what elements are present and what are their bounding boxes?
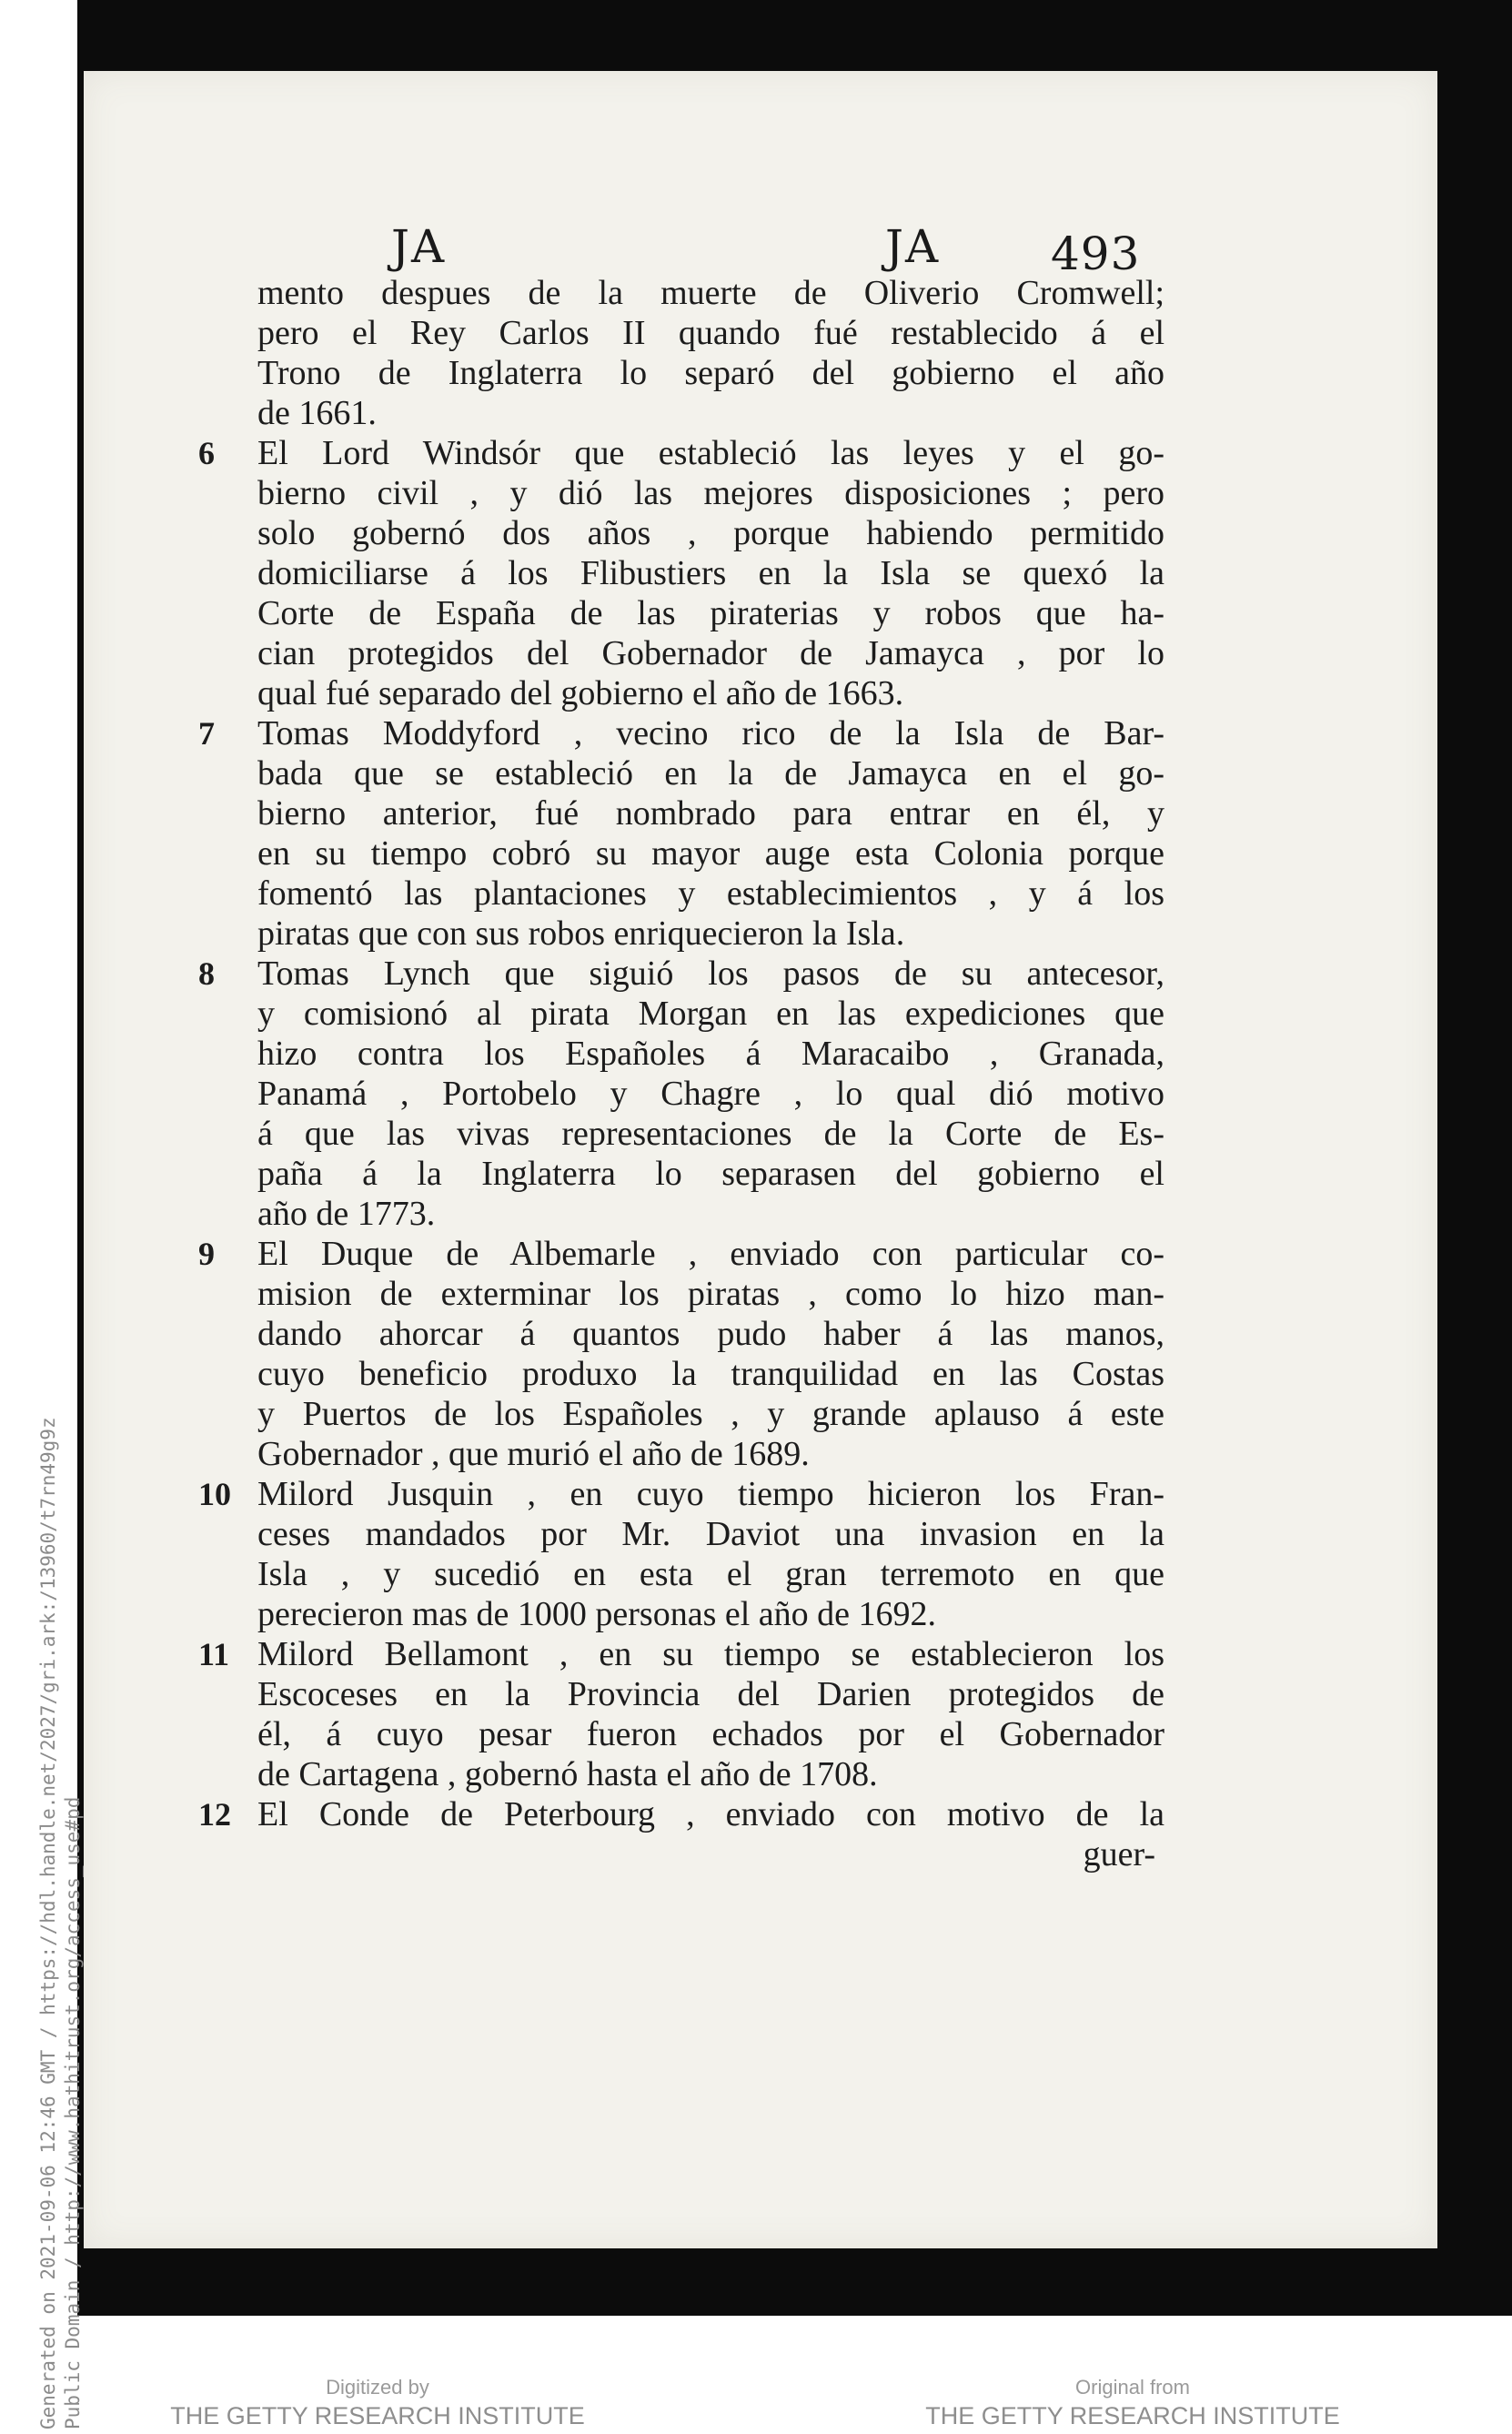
line-text: de Cartagena , gobernó hasta el año de 1708. <box>257 1755 878 1793</box>
line-text: paña á la Inglaterra lo separasen del gobierno el <box>257 1155 1164 1193</box>
text-line <box>182 673 1164 713</box>
running-head-right: JA <box>885 220 941 273</box>
line-text: y Puertos de los Españoles , y grande aplauso á este <box>257 1395 1164 1433</box>
text-line <box>182 1154 1164 1194</box>
line-text: Escoceses en la Provincia del Darien protegidos de <box>257 1675 1164 1713</box>
line-text: dando ahorcar á quantos pudo haber á las manos, <box>257 1315 1164 1353</box>
text-line <box>182 1634 1164 1674</box>
line-text: Panamá , Portobelo y Chagre , lo qual dió motivo <box>257 1075 1164 1113</box>
text-line <box>182 1354 1164 1394</box>
text-line <box>182 1514 1164 1554</box>
line-text: El Lord Windsór que estableció las leyes y el go- <box>257 434 1164 472</box>
line-text: Tomas Lynch que siguió los pasos de su antecesor, <box>257 954 1164 993</box>
original-from-credit <box>919 2375 1346 2431</box>
text-line <box>182 753 1164 793</box>
access-watermark <box>0 1210 84 2429</box>
line-text: Tomas Moddyford , vecino rico de la Isla de Bar- <box>257 714 1164 752</box>
text-line <box>182 874 1164 914</box>
line-text: él, á cuyo pesar fueron echados por el Gobernador <box>257 1715 1164 1753</box>
entry-number: 10 <box>198 1476 231 1512</box>
line-text: Milord Bellamont , en su tiempo se establecieron los <box>257 1635 1164 1673</box>
line-text: qual fué separado del gobierno el año de 1663. <box>257 674 904 712</box>
text-line <box>182 1074 1164 1114</box>
page-body-text <box>182 273 1164 1874</box>
text-line <box>182 353 1164 393</box>
text-line <box>182 1754 1164 1794</box>
text-line <box>182 1234 1164 1274</box>
line-text: solo gobernó dos años , porque habiendo permitido <box>257 514 1164 552</box>
text-line <box>182 313 1164 353</box>
line-text: domiciliarse á los Flibustiers en la Isla se quexó la <box>257 554 1164 592</box>
running-head-left: JA <box>391 220 447 273</box>
text-line <box>182 593 1164 633</box>
text-line <box>182 393 1164 433</box>
text-line <box>182 1554 1164 1594</box>
text-line <box>182 833 1164 874</box>
entry-number: 7 <box>198 715 215 752</box>
text-line <box>182 1714 1164 1754</box>
original-from-label: Original from <box>1075 2376 1190 2399</box>
text-line <box>182 433 1164 473</box>
line-text: bada que se estableció en la de Jamayca en el go- <box>257 754 1164 793</box>
text-line <box>182 1434 1164 1474</box>
line-text: cuyo beneficio produxo la tranquilidad en las Costas <box>257 1355 1164 1393</box>
text-line <box>182 513 1164 553</box>
text-line <box>182 914 1164 954</box>
catchword: guer- <box>1083 1835 1155 1873</box>
watermark-line-generated: Generated on 2021-09-06 12:46 GMT / https://hdl.handle.net/2027/gri.ark:/13960/t7rn49g9z <box>37 1417 59 2429</box>
text-line <box>182 713 1164 753</box>
line-text: piratas que con sus robos enriquecieron la Isla. <box>257 914 905 953</box>
line-text: de 1661. <box>257 394 377 432</box>
text-line <box>182 1274 1164 1314</box>
text-line <box>182 553 1164 593</box>
entry-number: 12 <box>198 1796 231 1833</box>
text-line <box>182 1674 1164 1714</box>
digitizer-name: THE GETTY RESEARCH INSTITUTE <box>170 2402 585 2429</box>
text-lines <box>182 273 1164 1834</box>
text-line <box>182 633 1164 673</box>
text-line <box>182 1034 1164 1074</box>
line-text: pero el Rey Carlos II quando fué restablecido á el <box>257 314 1164 352</box>
line-text: perecieron mas de 1000 personas el año de 1692. <box>257 1595 937 1633</box>
text-line <box>182 1794 1164 1834</box>
line-text: en su tiempo cobró su mayor auge esta Colonia porque <box>257 834 1164 873</box>
text-line <box>182 954 1164 994</box>
line-text: mento despues de la muerte de Oliverio Cromwell; <box>257 274 1164 312</box>
page-number: 493 <box>1051 227 1141 280</box>
text-line <box>182 473 1164 513</box>
line-text: ceses mandados por Mr. Daviot una invasion en la <box>257 1515 1164 1553</box>
line-text: Milord Jusquin , en cuyo tiempo hicieron los Fran- <box>257 1475 1164 1513</box>
line-text: cian protegidos del Gobernador de Jamayca , por lo <box>257 634 1164 672</box>
text-line <box>182 1394 1164 1434</box>
line-text: y comisionó al pirata Morgan en las expediciones que <box>257 995 1164 1033</box>
line-text: Corte de España de las piraterias y robos que ha- <box>257 594 1164 632</box>
line-text: El Duque de Albemarle , enviado con particular co- <box>257 1235 1164 1273</box>
entry-number: 9 <box>198 1236 215 1272</box>
watermark-line-rights: Public Domain / http://www.hathitrust.org/access_use#pd <box>62 1796 84 2429</box>
text-line <box>182 1594 1164 1634</box>
text-line <box>182 273 1164 313</box>
watermark-text <box>36 1417 86 2429</box>
entry-number: 6 <box>198 435 215 471</box>
text-line <box>182 1474 1164 1514</box>
digitized-by-label: Digitized by <box>326 2376 429 2399</box>
line-text: mision de exterminar los piratas , como lo hizo man- <box>257 1275 1164 1313</box>
line-text: Trono de Inglaterra lo separó del gobierno el año <box>257 354 1164 392</box>
line-text: El Conde de Peterbourg , enviado con motivo de la <box>257 1795 1164 1833</box>
line-text: Isla , y sucedió en esta el gran terremoto en que <box>257 1555 1164 1593</box>
digitized-by-credit <box>164 2375 591 2431</box>
line-text: hizo contra los Españoles á Maracaibo , Granada, <box>257 1035 1164 1073</box>
entry-number: 8 <box>198 955 215 992</box>
text-line <box>182 1314 1164 1354</box>
text-line <box>182 994 1164 1034</box>
text-line <box>182 1114 1164 1154</box>
entry-number: 11 <box>198 1636 230 1672</box>
line-text: bierno civil , y dió las mejores disposiciones ; pero <box>257 474 1164 512</box>
text-line <box>182 793 1164 833</box>
line-text: Gobernador , que murió el año de 1689. <box>257 1435 810 1473</box>
original-holder-name: THE GETTY RESEARCH INSTITUTE <box>925 2402 1340 2429</box>
line-text: fomentó las plantaciones y establecimientos , y á los <box>257 874 1164 913</box>
line-text: bierno anterior, fué nombrado para entrar en él, y <box>257 794 1164 833</box>
text-line <box>182 1194 1164 1234</box>
line-text: año de 1773. <box>257 1195 436 1233</box>
line-text: á que las vivas representaciones de la Corte de Es- <box>257 1115 1164 1153</box>
